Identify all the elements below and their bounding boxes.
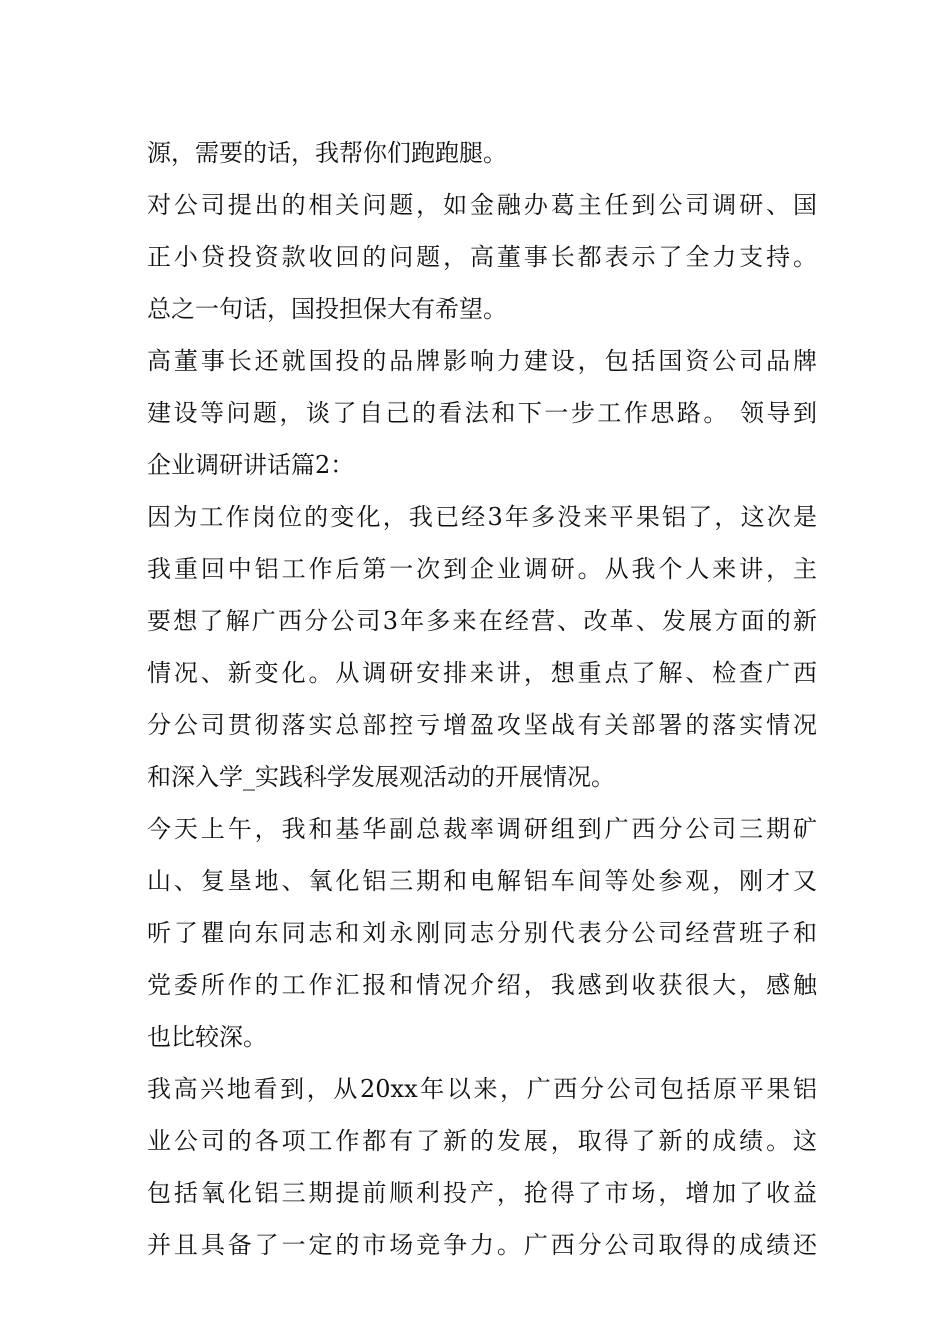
- text-line: 党委所作的工作汇报和情况介绍，我感到收获很大，感触: [147, 971, 817, 999]
- text-line: 我高兴地看到，从20xx年以来，广西分公司包括原平果铝: [147, 1075, 817, 1103]
- text-line: 建设等问题，谈了自己的看法和下一步工作思路。 领导到: [147, 399, 817, 427]
- text-line: 要想了解广西分公司3年多来在经营、改革、发展方面的新: [147, 607, 817, 635]
- text-line: 分公司贯彻落实总部控亏增盈攻坚战有关部署的落实情况: [147, 711, 817, 739]
- text-line: 源，需要的话，我帮你们跑跑腿。: [147, 139, 507, 167]
- text-line: 并且具备了一定的市场竞争力。广西分公司取得的成绩还: [147, 1231, 817, 1259]
- text-line: 正小贷投资款收回的问题，高董事长都表示了全力支持。: [147, 243, 817, 271]
- text-line: 听了瞿向东同志和刘永刚同志分别代表分公司经营班子和: [147, 919, 817, 947]
- text-line: 今天上午，我和基华副总裁率调研组到广西分公司三期矿: [147, 815, 817, 843]
- text-line: 总之一句话，国投担保大有希望。: [147, 295, 507, 323]
- text-line: 情况、新变化。从调研安排来讲，想重点了解、检查广西: [147, 659, 817, 687]
- text-line: 业公司的各项工作都有了新的发展，取得了新的成绩。这: [147, 1127, 817, 1155]
- text-line: 高董事长还就国投的品牌影响力建设，包括国资公司品牌: [147, 347, 817, 375]
- text-line: 包括氧化铝三期提前顺利投产，抢得了市场，增加了收益: [147, 1179, 817, 1207]
- text-line: 我重回中铝工作后第一次到企业调研。从我个人来讲，主: [147, 555, 817, 583]
- text-line: 企业调研讲话篇2：: [147, 451, 355, 479]
- text-line: 和深入学_实践科学发展观活动的开展情况。: [147, 763, 615, 791]
- document-body: [147, 127, 817, 1271]
- text-line: 也比较深。: [147, 1023, 267, 1051]
- text-line: 因为工作岗位的变化，我已经3年多没来平果铝了，这次是: [147, 503, 817, 531]
- text-line: 对公司提出的相关问题，如金融办葛主任到公司调研、国: [147, 191, 817, 219]
- text-line: 山、复垦地、氧化铝三期和电解铝车间等处参观，刚才又: [147, 867, 817, 895]
